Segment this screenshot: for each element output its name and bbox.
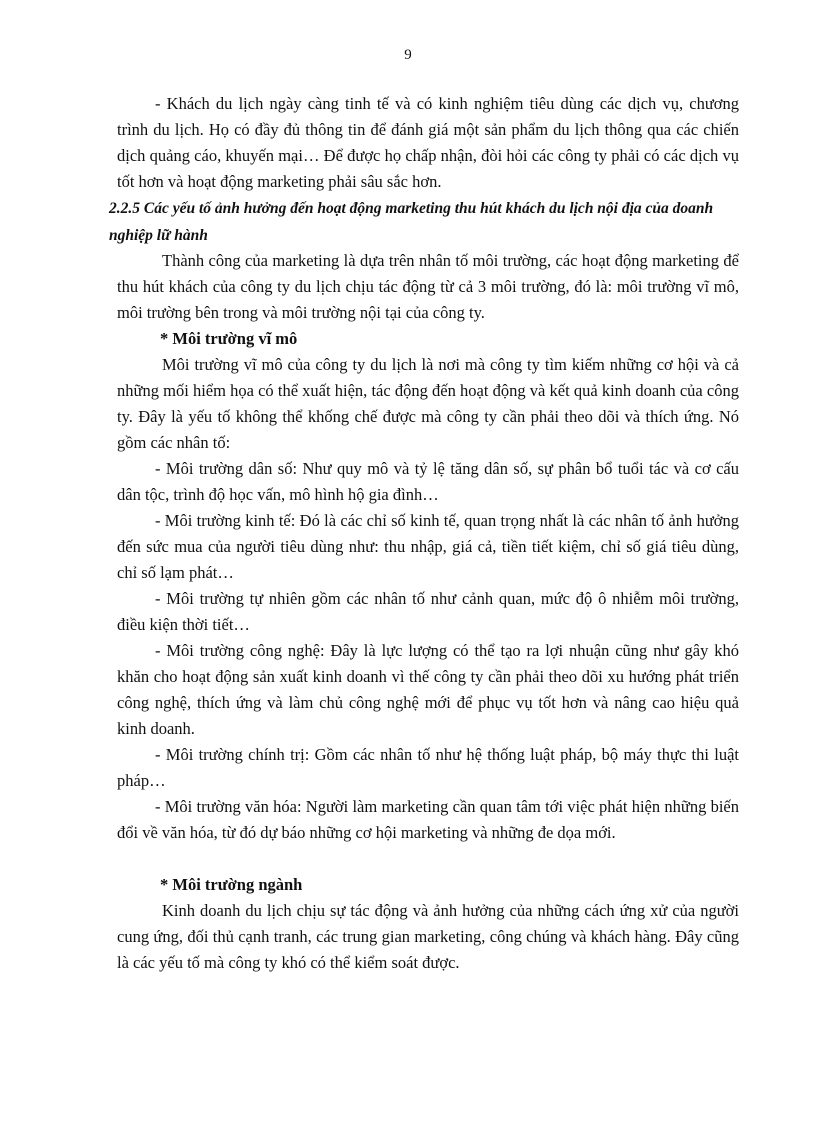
paragraph-marketing-success bbox=[117, 248, 739, 326]
paragraph-population bbox=[117, 456, 739, 508]
paragraph-tourist-experience bbox=[117, 91, 739, 195]
paragraph-text: - Môi trường văn hóa: Người làm marketing cần quan tâm tới việc phát hiện những biến đổi về văn hóa, từ đó dự báo những cơ hội marketing và những đe dọa mới. bbox=[117, 797, 739, 842]
paragraph-text: - Môi trường tự nhiên gồm các nhân tố như cảnh quan, mức độ ô nhiễm môi trường, điều kiện thời tiết… bbox=[117, 589, 739, 634]
paragraph-text: Thành công của marketing là dựa trên nhân tố môi trường, các hoạt động marketing để thu hút khách của công ty du lịch chịu tác động từ cả 3 môi trường, đó là: môi trường vĩ mô, môi trường bên trong và môi trường nội tại của công ty. bbox=[117, 251, 739, 322]
paragraph-text: - Môi trường công nghệ: Đây là lực lượng có thể tạo ra lợi nhuận cũng như gây khó khăn cho hoạt động sản xuất kinh doanh vì thế công ty cần phải theo dõi xu hướng phát triển công nghệ, thích ứng và làm chủ công nghệ mới để phục vụ tốt hơn và nâng cao hiệu quả kinh doanh. bbox=[117, 641, 739, 738]
paragraph-macro-environment bbox=[117, 352, 739, 456]
paragraph-text: - Môi trường dân số: Như quy mô và tỷ lệ tăng dân số, sự phân bổ tuổi tác và cơ cấu dân tộc, trình độ học vấn, mô hình hộ gia đình… bbox=[117, 459, 739, 504]
paragraph-text: - Môi trường chính trị: Gồm các nhân tố như hệ thống luật pháp, bộ máy thực thi luật pháp… bbox=[117, 745, 739, 790]
paragraph-nature bbox=[117, 586, 739, 638]
paragraph-economy bbox=[117, 508, 739, 586]
paragraph-politics bbox=[117, 742, 739, 794]
section-heading-2-2-5: 2.2.5 Các yếu tố ảnh hưởng đến hoạt động marketing thu hút khách du lịch nội địa của doanh nghiệp lữ hành bbox=[109, 200, 714, 244]
subheading-macro-environment: * Môi trường vĩ mô bbox=[160, 329, 298, 348]
subheading-industry-environment: * Môi trường ngành bbox=[160, 875, 303, 894]
page-number: 9 bbox=[404, 47, 412, 63]
paragraph-text: - Môi trường kinh tế: Đó là các chỉ số kinh tế, quan trọng nhất là các nhân tố ảnh hưởng đến sức mua của người tiêu dùng như: thu nhập, giá cả, tiền tiết kiệm, chỉ số giá tiêu dùng, chỉ số lạm phát… bbox=[117, 511, 739, 582]
paragraph-text: Kinh doanh du lịch chịu sự tác động và ảnh hưởng của những cách ứng xử của người cung ứng, đối thủ cạnh tranh, các trung gian marketing, công chúng và khách hàng. Đây cũng là các yếu tố mà công ty khó có thể kiểm soát được. bbox=[117, 901, 739, 972]
paragraph-technology bbox=[117, 638, 739, 742]
paragraph-industry bbox=[117, 898, 739, 976]
paragraph-text: Môi trường vĩ mô của công ty du lịch là nơi mà công ty tìm kiếm những cơ hội và cả những mối hiểm họa có thể xuất hiện, tác động đến hoạt động và kết quả kinh doanh của công ty. Đây là yếu tố không thể khống chế được mà công ty cần phải theo dõi và thích ứng. Nó gồm các nhân tố: bbox=[117, 355, 739, 452]
paragraph-text: - Khách du lịch ngày càng tinh tế và có kinh nghiệm tiêu dùng các dịch vụ, chương trình du lịch. Họ có đầy đủ thông tin để đánh giá một sản phẩm du lịch thông qua các chiến dịch quảng cáo, khuyến mại… Để được họ chấp nhận, đòi hỏi các công ty phải có các dịch vụ tốt hơn và hoạt động marketing phải sâu sắc hơn. bbox=[117, 94, 739, 191]
paragraph-culture bbox=[117, 794, 739, 846]
